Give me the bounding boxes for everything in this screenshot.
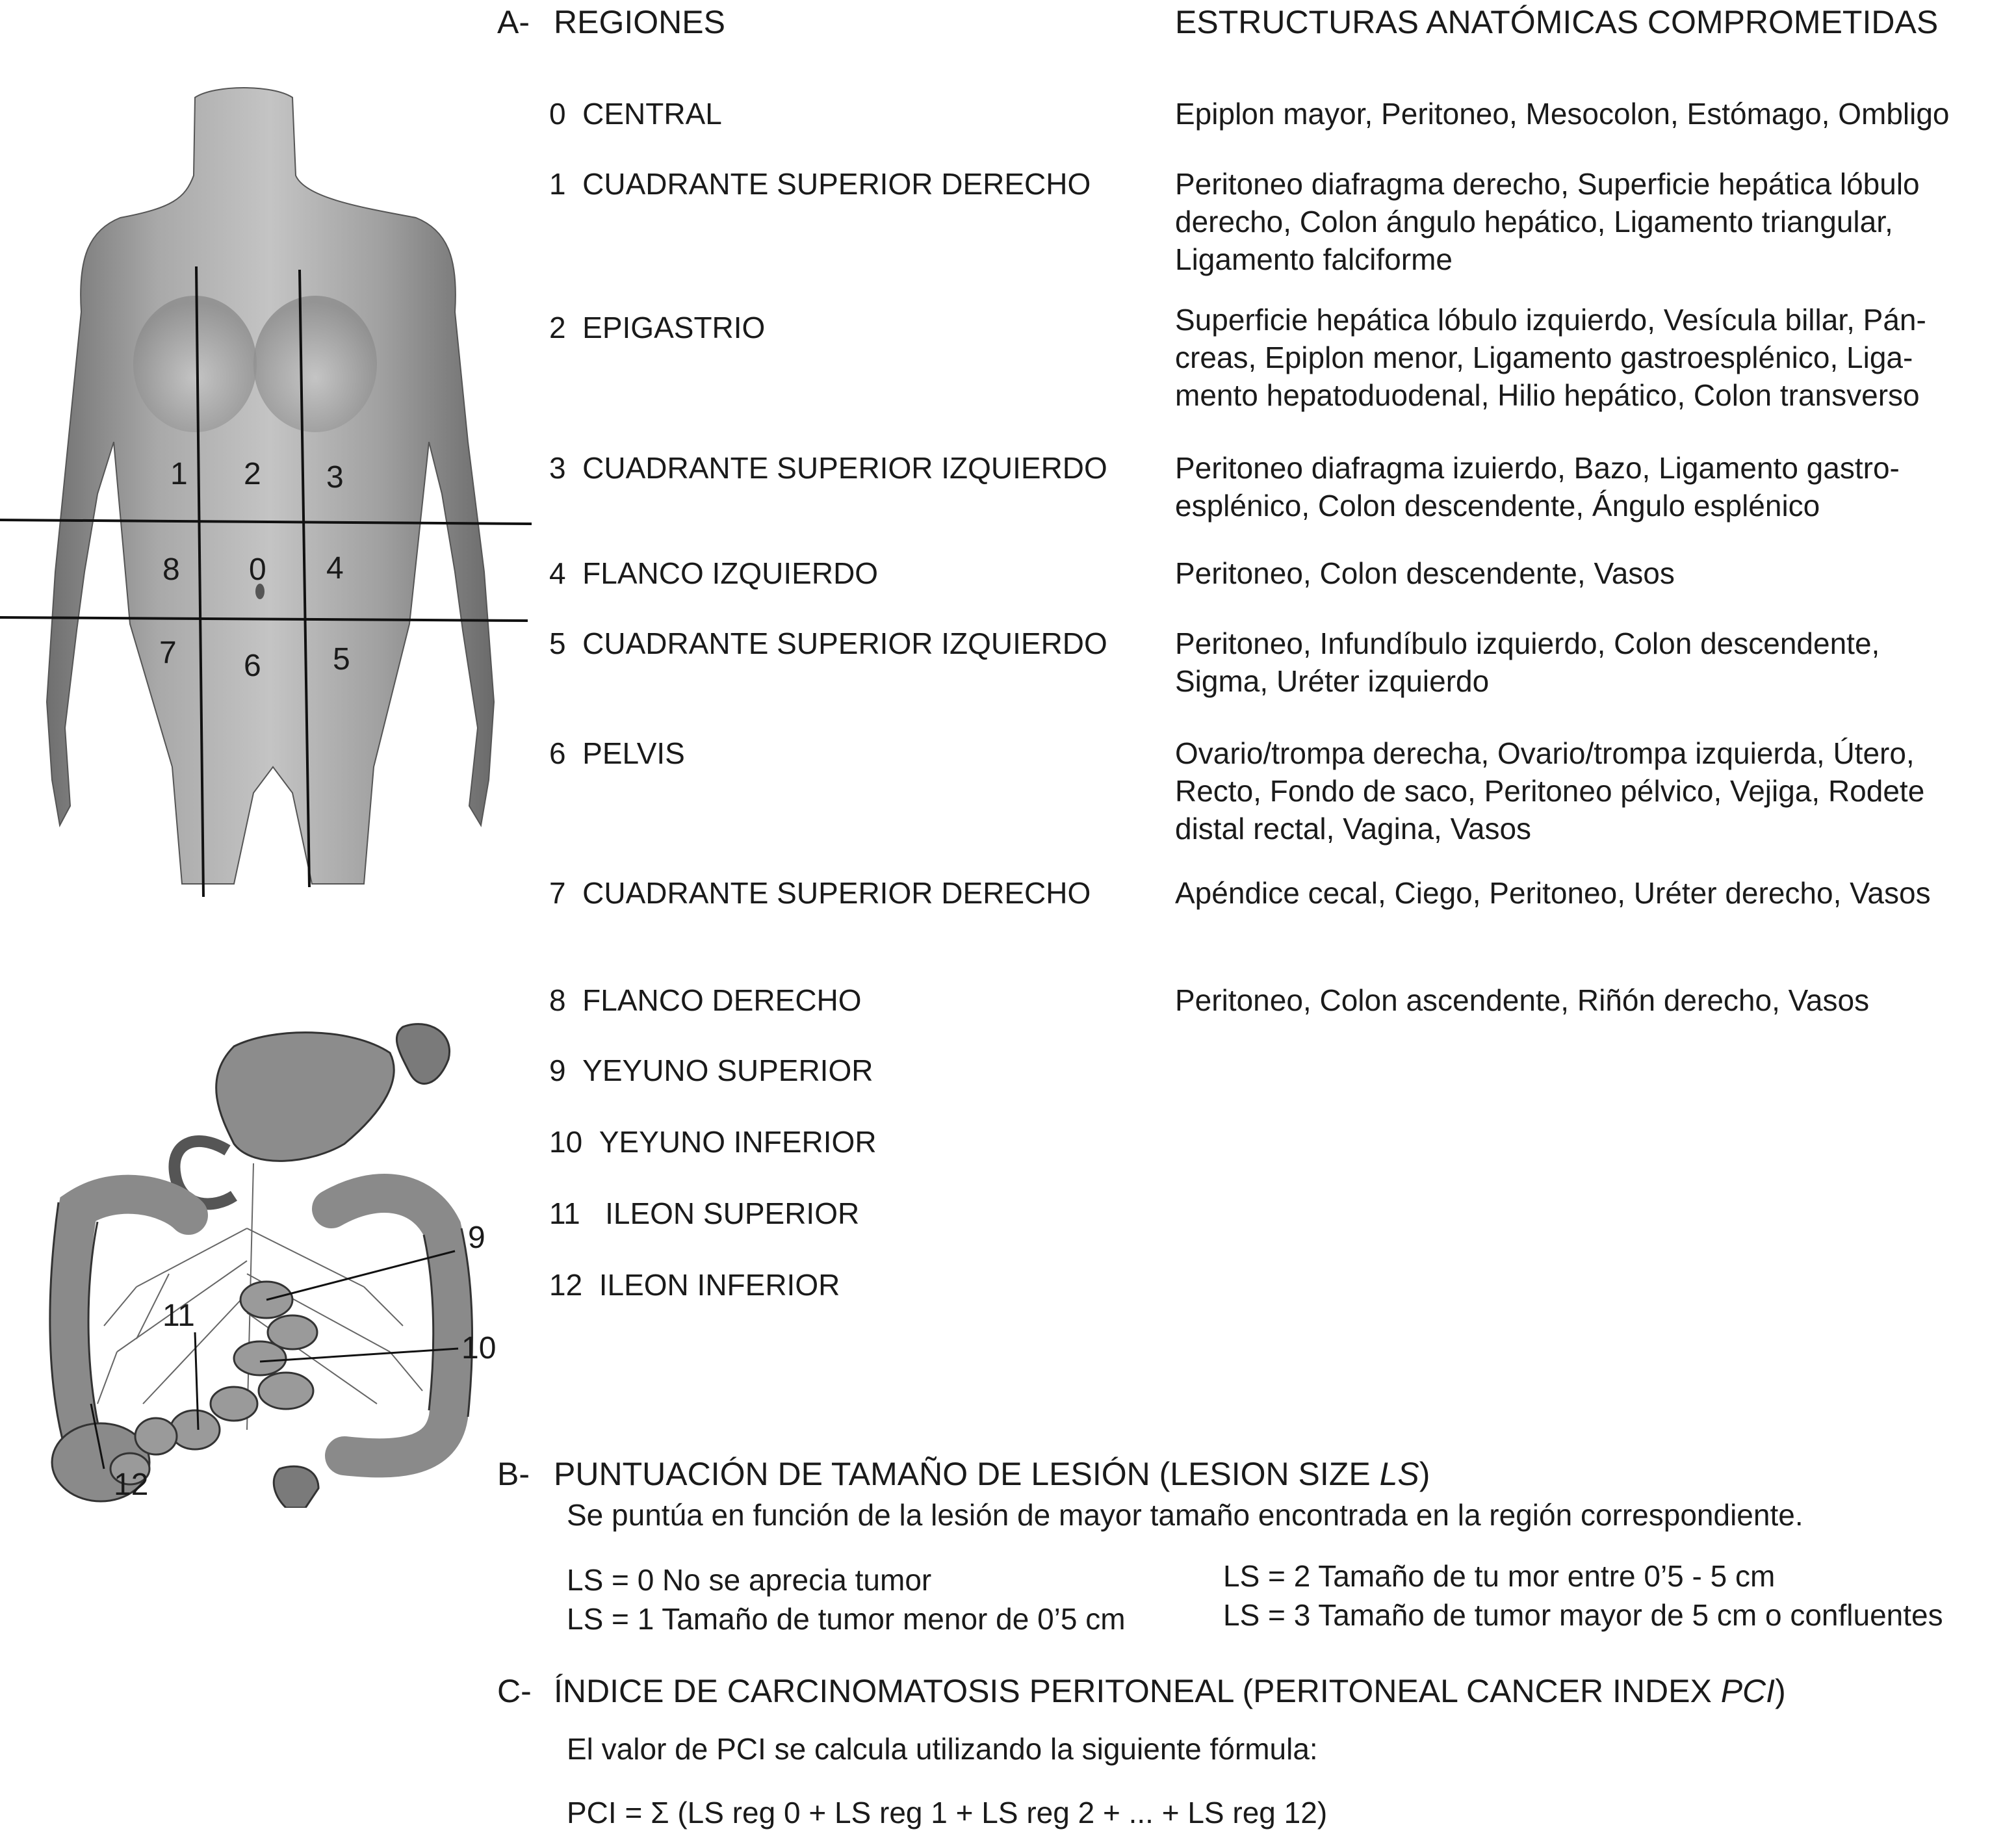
- region-label-6: 6: [244, 649, 261, 683]
- section-c-title-abbrev: PCI: [1720, 1673, 1776, 1709]
- bowel-label-11: 11: [162, 1299, 195, 1333]
- pointer-9: [266, 1251, 455, 1300]
- structure-line: distal rectal, Vagina, Vasos: [1175, 812, 1532, 846]
- region-name: YEYUNO INFERIOR: [599, 1125, 877, 1159]
- torso-silhouette: [47, 88, 494, 884]
- region-label-3: 3: [326, 460, 344, 495]
- section-c-subtitle: El valor de PCI se calcula utilizando la siguiente fórmula:: [567, 1732, 1318, 1766]
- region-row-6-label: [549, 734, 685, 772]
- region-label-8: 8: [162, 552, 180, 587]
- section-c-letter: C-: [497, 1673, 532, 1709]
- region-number: 10: [549, 1125, 583, 1159]
- region-number: 6: [549, 736, 566, 770]
- region-number: 5: [549, 627, 566, 660]
- structure-line: Peritoneo, Colon descendente, Vasos: [1175, 556, 1675, 590]
- region-number: 3: [549, 451, 566, 485]
- region-number: 9: [549, 1054, 566, 1087]
- section-c-title-end: ): [1775, 1673, 1786, 1709]
- structures-header: ESTRUCTURAS ANATÓMICAS COMPROMETIDAS: [1175, 4, 1939, 40]
- region-row-8-structures: [1175, 981, 2013, 1019]
- region-row-3-structures: [1175, 449, 2013, 524]
- bowel-figure: [39, 1014, 520, 1508]
- region-row-6-structures: [1175, 734, 2013, 847]
- structure-line: Peritoneo, Infundíbulo izquierdo, Colon descendente,: [1175, 627, 1880, 660]
- region-row-4-structures: [1175, 554, 2013, 592]
- pointer-10: [260, 1349, 458, 1362]
- region-row-5-label: [549, 625, 1107, 662]
- section-b-title: [554, 1453, 1430, 1495]
- region-name: YEYUNO SUPERIOR: [582, 1054, 873, 1087]
- region-name: CUADRANTE SUPERIOR DERECHO: [582, 876, 1091, 910]
- region-name: CENTRAL: [582, 97, 722, 131]
- region-row-2-structures: [1175, 301, 2013, 414]
- region-number: 11: [549, 1196, 580, 1230]
- region-number: 12: [549, 1268, 583, 1302]
- region-label-1: 1: [170, 457, 188, 491]
- structure-line: Ovario/trompa derecha, Ovario/trompa izquierda, Útero,: [1175, 736, 1915, 770]
- torso-figure: [0, 78, 539, 962]
- structure-line: Peritoneo diafragma izuierdo, Bazo, Ligamento gastro-: [1175, 451, 1900, 485]
- structure-line: derecho, Colon ángulo hepático, Ligamento triangular,: [1175, 205, 1893, 239]
- section-b-subtitle: Se puntúa en función de la lesión de mayor tamaño encontrada en la región correspondiente.: [567, 1498, 1803, 1532]
- region-row-1-label: [549, 165, 1091, 203]
- region-label-5: 5: [333, 642, 350, 677]
- region-label-2: 2: [244, 457, 261, 491]
- region-name: FLANCO DERECHO: [582, 983, 862, 1017]
- pci-formula: PCI = Σ (LS reg 0 + LS reg 1 + LS reg 2 + ... + LS reg 12): [567, 1796, 1328, 1830]
- bowel-label-10: 10: [461, 1331, 497, 1365]
- regions-header: REGIONES: [554, 4, 725, 40]
- region-name: PELVIS: [582, 736, 685, 770]
- structure-line: Epiplon mayor, Peritoneo, Mesocolon, Estómago, Ombligo: [1175, 97, 1950, 131]
- ls-1-rule: LS = 1 Tamaño de tumor menor de 0’5 cm: [567, 1602, 1126, 1636]
- section-c-title: [554, 1670, 1786, 1713]
- colon: [69, 1193, 453, 1458]
- region-row-10-label: [549, 1123, 877, 1161]
- region-number: 0: [549, 97, 566, 131]
- region-row-5-structures: [1175, 625, 2013, 700]
- region-row-9-label: [549, 1052, 873, 1089]
- region-number: 4: [549, 556, 566, 590]
- region-row-8-label: [549, 981, 862, 1019]
- region-name: CUADRANTE SUPERIOR IZQUIERDO: [582, 451, 1107, 485]
- region-name: CUADRANTE SUPERIOR DERECHO: [582, 167, 1091, 201]
- region-row-1-structures: [1175, 165, 2013, 278]
- region-row-2-label: [549, 309, 765, 346]
- ls-2-rule: LS = 2 Tamaño de tu mor entre 0’5 - 5 cm: [1223, 1559, 1776, 1593]
- region-row-7-structures: [1175, 874, 2013, 912]
- region-row-12-label: [549, 1266, 840, 1304]
- structure-line: Peritoneo diafragma derecho, Superficie hepática lóbulo: [1175, 167, 1920, 201]
- bowel-label-9: 9: [468, 1221, 485, 1255]
- region-name: ILEON SUPERIOR: [605, 1196, 860, 1230]
- section-a-letter: A-: [497, 4, 530, 40]
- ls-0-rule: LS = 0 No se aprecia tumor: [567, 1563, 932, 1597]
- stomach: [216, 1033, 394, 1161]
- structure-line: Ligamento falciforme: [1175, 242, 1453, 276]
- structure-line: Peritoneo, Colon ascendente, Riñón derecho, Vasos: [1175, 983, 1870, 1017]
- region-name: CUADRANTE SUPERIOR IZQUIERDO: [582, 627, 1107, 660]
- rectum: [274, 1466, 318, 1508]
- structure-line: Apéndice cecal, Ciego, Peritoneo, Uréter derecho, Vasos: [1175, 876, 1931, 910]
- region-row-0-structures: [1175, 95, 2013, 133]
- section-b-title-end: ): [1419, 1456, 1430, 1492]
- region-row-0-label: [549, 95, 722, 133]
- region-label-0: 0: [249, 552, 266, 587]
- section-b-title-text: PUNTUACIÓN DE TAMAÑO DE LESIÓN (LESION SIZE: [554, 1456, 1380, 1492]
- structure-line: Recto, Fondo de saco, Peritoneo pélvico, Vejiga, Rodete: [1175, 774, 1925, 808]
- region-label-7: 7: [159, 636, 177, 670]
- breast-right: [133, 296, 257, 432]
- structure-line: Sigma, Uréter izquierdo: [1175, 664, 1490, 698]
- ls-3-rule: LS = 3 Tamaño de tumor mayor de 5 cm o confluentes: [1223, 1598, 1943, 1632]
- region-number: 8: [549, 983, 566, 1017]
- region-label-4: 4: [326, 551, 344, 586]
- section-b-title-abbrev: LS: [1379, 1456, 1419, 1492]
- region-number: 1: [549, 167, 566, 201]
- section-c-title-text: ÍNDICE DE CARCINOMATOSIS PERITONEAL (PERITONEAL CANCER INDEX: [554, 1673, 1721, 1709]
- spleen: [396, 1024, 449, 1084]
- bowel-label-12: 12: [114, 1468, 149, 1502]
- region-name: ILEON INFERIOR: [599, 1268, 840, 1302]
- region-number: 7: [549, 876, 566, 910]
- region-row-11-label: [549, 1195, 859, 1232]
- structure-line: mento hepatoduodenal, Hilio hepático, Colon transverso: [1175, 378, 1920, 412]
- structure-line: esplénico, Colon descendente, Ángulo esplénico: [1175, 489, 1820, 523]
- region-number: 2: [549, 311, 566, 344]
- region-row-7-label: [549, 874, 1091, 912]
- breast-left: [253, 296, 377, 432]
- region-name: FLANCO IZQUIERDO: [582, 556, 879, 590]
- grid-horizontal-bottom: [0, 617, 528, 621]
- colon-outline: [50, 1202, 472, 1449]
- section-b-letter: B-: [497, 1456, 530, 1492]
- region-name: EPIGASTRIO: [582, 311, 766, 344]
- structure-line: Superficie hepática lóbulo izquierdo, Vesícula billar, Pán-: [1175, 303, 1926, 337]
- structure-line: creas, Epiplon menor, Ligamento gastroesplénico, Liga-: [1175, 341, 1913, 374]
- region-row-4-label: [549, 554, 878, 592]
- region-row-3-label: [549, 449, 1107, 487]
